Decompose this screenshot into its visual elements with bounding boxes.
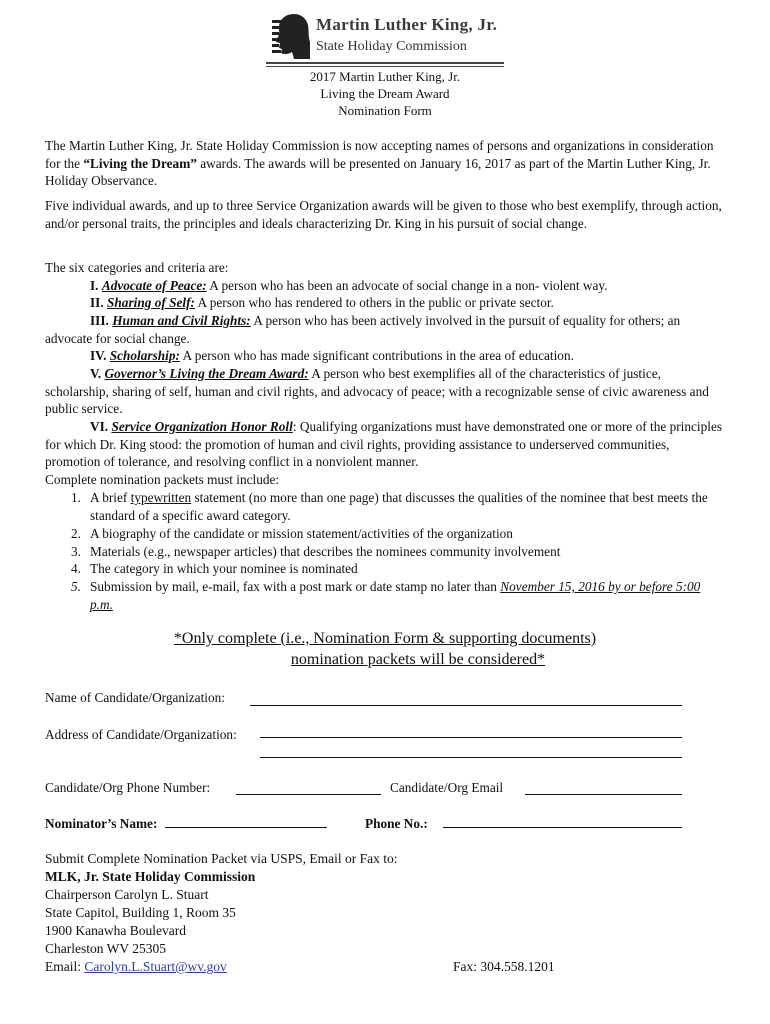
category-number: III. [90, 313, 109, 328]
nominator-phone-label: Phone No.: [365, 816, 428, 831]
category-number: II. [90, 295, 104, 310]
candidate-email-label: Candidate/Org Email [390, 780, 504, 795]
category-scholarship [45, 347, 725, 365]
category-name: Sharing of Self: [107, 295, 195, 310]
awards-paragraph: Five individual awards, and up to three Service Organization awards will be given to those who best exemplify, through action, and/or personal traits, the principles and ideals characterizing Dr. King in his pursuit of social change. [45, 198, 722, 231]
candidate-address-field[interactable] [260, 737, 682, 738]
category-number: IV. [90, 348, 107, 363]
requirement-text: Materials (e.g., newspaper articles) that describes the nominees community involvement [90, 544, 561, 559]
requirement-number: 1. [71, 490, 81, 505]
form-title-name: Nomination Form [338, 103, 432, 118]
category-text: A person who has rendered to others in the public or private sector. [194, 295, 554, 310]
nominator-name-label: Nominator’s Name: [45, 816, 158, 831]
category-advocate-of-peace [45, 277, 725, 295]
category-text: A person who has made significant contributions in the area of education. [179, 348, 574, 363]
requirements-intro: Complete nomination packets must include: [45, 472, 280, 487]
submission-info [45, 850, 725, 976]
requirement-text-a: Submission by mail, e-mail, fax with a post mark or date stamp no later than [90, 579, 501, 594]
header-rule [266, 62, 504, 64]
requirement-number: 4. [71, 561, 81, 576]
requirement-number: 3. [71, 544, 81, 559]
category-name: Governor’s Living the Dream Award: [104, 366, 309, 381]
award-name: “Living the Dream” [83, 155, 197, 171]
requirement-text [90, 489, 725, 524]
category-text: : Qualifying organizations must have demonstrated one or more of the principles for which Dr. King stood: the promotion of human and civil rights, providing assistance to underserved communities, promotion of tolerance, and resolving conflict in a nonviolent manner. [45, 419, 723, 469]
requirement-number: 5. [71, 579, 81, 594]
requirement-text: A biography of the candidate or mission statement/activities of the organization [90, 526, 513, 541]
requirement-text: The category in which your nominee is nominated [90, 561, 358, 576]
candidate-name-label: Name of Candidate/Organization: [45, 690, 225, 705]
requirement-text-c: statement (no more than one page) that discusses the qualities of the nominee that best meets the standard of a specific award category. [90, 490, 708, 523]
email-link[interactable]: Carolyn.L.Stuart@wv.gov [84, 959, 227, 974]
category-number: VI. [90, 419, 109, 434]
submission-intro: Submit Complete Nomination Packet via USPS, Email or Fax to: [45, 851, 398, 866]
category-service-organization [45, 418, 725, 471]
category-name: Service Organization Honor Roll [111, 419, 293, 434]
completeness-notice [0, 628, 770, 670]
form-title-year: 2017 Martin Luther King, Jr. [309, 69, 461, 84]
category-number: V. [90, 366, 102, 381]
header-rule-thin [266, 66, 504, 67]
org-subtitle: State Holiday Commission [316, 39, 467, 54]
candidate-address-field-2[interactable] [260, 757, 682, 758]
intro-paragraph [45, 137, 725, 190]
requirement-item [45, 489, 725, 525]
requirement-emphasis: typewritten [130, 490, 192, 505]
requirement-item [45, 543, 725, 561]
fax-number: Fax: 304.558.1201 [453, 959, 555, 974]
category-name: Scholarship: [109, 348, 180, 363]
intro-text-end: awards. The awards will be presented on January 16, 2017 as part of the Martin Luther King, Jr. Holiday Observance. [45, 155, 711, 188]
submission-chair: Chairperson Carolyn L. Stuart [45, 887, 209, 902]
category-name: Advocate of Peace: [101, 278, 207, 293]
category-text: A person who has been an advocate of social change in a non- violent way. [206, 278, 608, 293]
category-human-civil-rights [45, 312, 725, 347]
email-label: Email: [45, 959, 85, 974]
category-name: Human and Civil Rights: [112, 313, 251, 328]
requirement-text-a: A brief [90, 490, 131, 505]
candidate-address-label: Address of Candidate/Organization: [45, 727, 237, 742]
requirement-item [45, 525, 725, 543]
submission-address-1: State Capitol, Building 1, Room 35 [45, 905, 236, 920]
mlk-silhouette-logo [272, 12, 312, 60]
notice-line-2: nomination packets will be considered* [290, 651, 546, 668]
requirement-item [45, 578, 725, 614]
category-text: A person who best exemplifies all of the characteristics of justice, scholarship, sharing of self, human and civil rights, and advocacy of peace; with a recognizable sense of civic awareness and public service. [45, 366, 709, 416]
form-title-block [0, 68, 770, 119]
requirement-number: 2. [71, 526, 81, 541]
org-name: Martin Luther King, Jr. [316, 15, 498, 34]
intro-text: The Martin Luther King, Jr. State Holiday Commission is now accepting names of persons and organizations in consideration for the [45, 138, 714, 171]
nominator-phone-field[interactable] [443, 827, 682, 828]
requirement-item [45, 560, 725, 578]
category-sharing-of-self [45, 294, 725, 312]
category-governors-award [45, 365, 725, 418]
categories-intro: The six categories and criteria are: [45, 260, 229, 275]
nominator-name-field[interactable] [165, 827, 327, 828]
category-number: I. [90, 278, 99, 293]
candidate-phone-field[interactable] [236, 794, 381, 795]
contact-line [45, 958, 725, 976]
candidate-phone-label: Candidate/Org Phone Number: [45, 780, 211, 795]
notice-line-1: *Only complete (i.e., Nomination Form & supporting documents) [173, 630, 597, 647]
submission-address-3: Charleston WV 25305 [45, 941, 166, 956]
requirement-text [90, 578, 725, 613]
candidate-email-field[interactable] [525, 794, 682, 795]
deadline: November 15, 2016 by or before 5:00 p.m. [90, 579, 701, 612]
category-text: A person who has been actively involved in the pursuit of equality for others; an advocate for social change. [45, 313, 681, 346]
submission-address-2: 1900 Kanawha Boulevard [45, 923, 186, 938]
submission-org: MLK, Jr. State Holiday Commission [45, 869, 256, 884]
candidate-name-field[interactable] [250, 705, 682, 706]
form-title-award: Living the Dream Award [320, 86, 450, 101]
